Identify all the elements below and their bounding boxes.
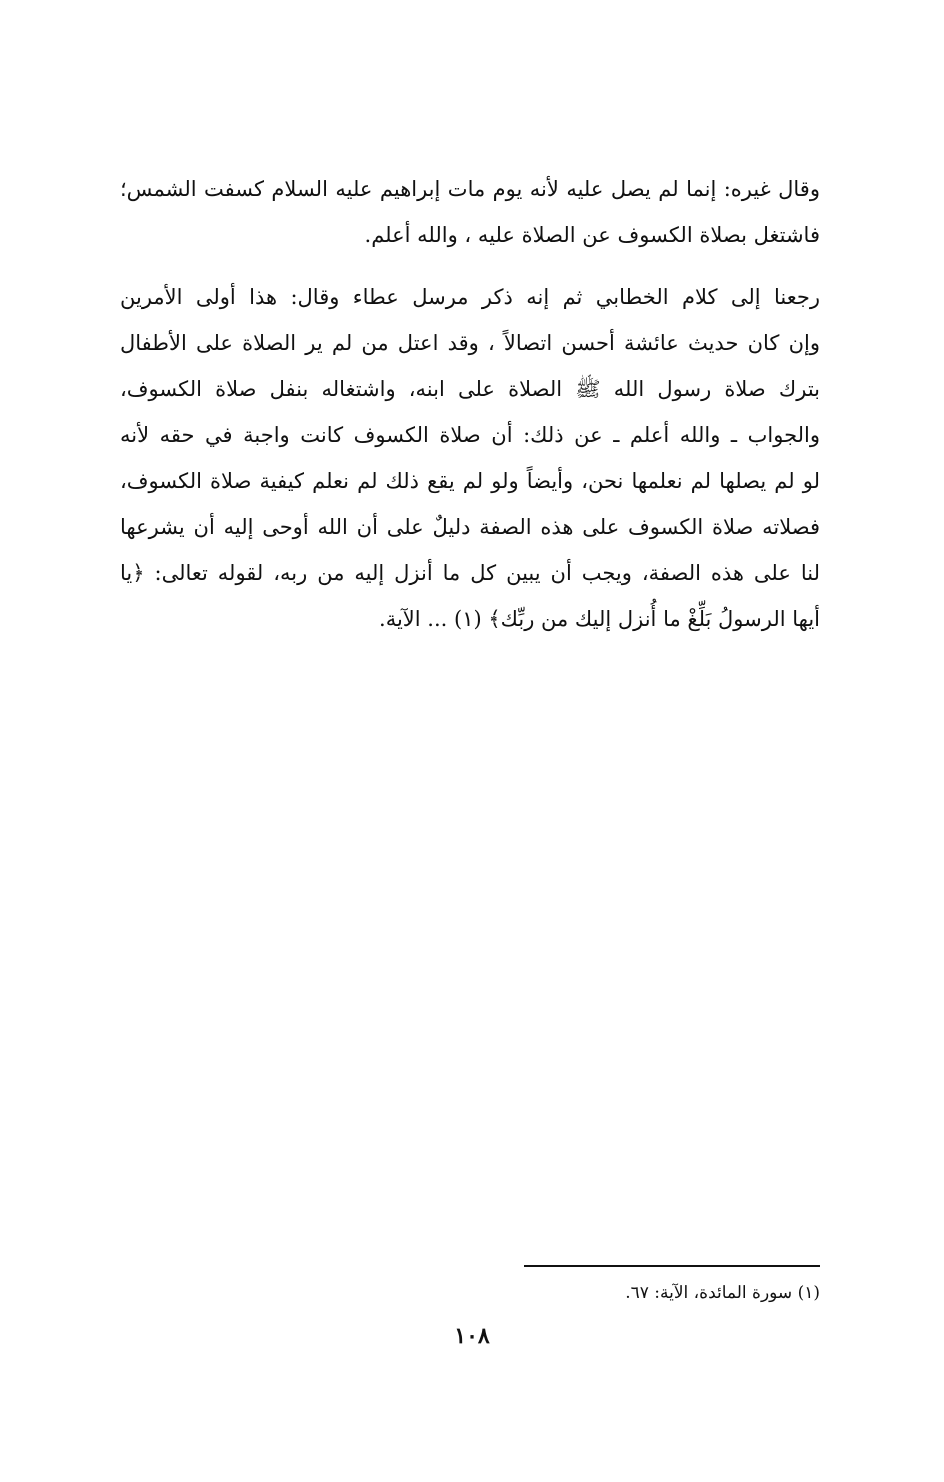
text-line: لنا على هذه الصفة، ويجب أن يبين كل ما أنزل إليه من ربه، لقوله تعالى: ﴿يا xyxy=(120,561,820,585)
text-line: رجعنا إلى كلام الخطابي ثم إنه ذكر مرسل عطاء وقال: هذا أولى الأمرين xyxy=(120,285,820,309)
text-line: وقال غيره: إنما لم يصل عليه لأنه يوم مات إبراهيم عليه السلام كسفت الشمس؛ xyxy=(120,177,820,201)
text-line: فاشتغل بصلاة الكسوف عن الصلاة عليه ، والله أعلم. xyxy=(364,223,820,247)
text-line: وإن كان حديث عائشة أحسن اتصالاً ، وقد اعتل من لم ير الصلاة على الأطفال xyxy=(120,331,820,355)
paragraph-2 xyxy=(120,274,820,642)
footnote: (١) سورة المائدة، الآية: ٦٧. xyxy=(625,1283,820,1303)
paragraph-1 xyxy=(120,166,820,258)
text-line: بترك صلاة رسول الله ﷺ الصلاة على ابنه، واشتغاله بنفل صلاة الكسوف، xyxy=(120,377,820,401)
text-line: فصلاته صلاة الكسوف على هذه الصفة دليلٌ على أن الله أوحى إليه أن يشرعها xyxy=(120,515,820,539)
footnote-divider xyxy=(524,1265,820,1267)
text-line: أيها الرسولُ بَلِّغْ ما أُنزل إليك من ربِّك﴾ (١) ... الآية. xyxy=(379,607,820,631)
text-line: والجواب ـ والله أعلم ـ عن ذلك: أن صلاة الكسوف كانت واجبة في حقه لأنه xyxy=(120,423,820,447)
text-line: لو لم يصلها لم نعلمها نحن، وأيضاً ولو لم يقع ذلك لم نعلم كيفية صلاة الكسوف، xyxy=(120,469,820,493)
page-number: ١٠٨ xyxy=(454,1323,490,1349)
